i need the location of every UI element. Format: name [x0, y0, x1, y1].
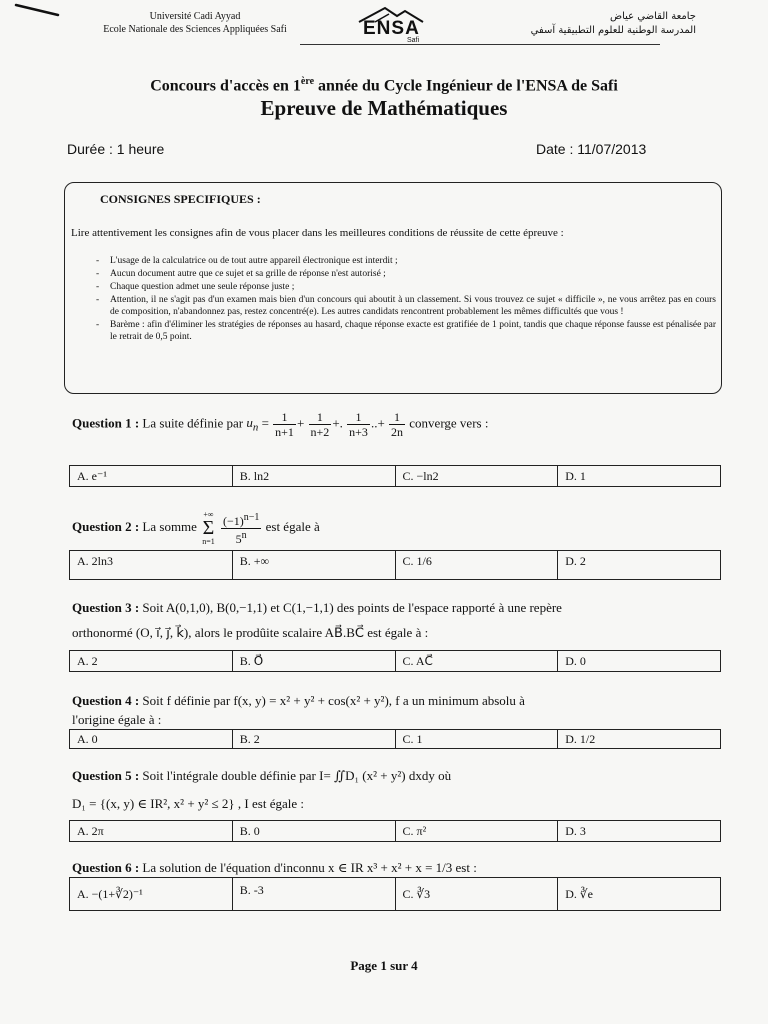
- pen-mark: [14, 2, 60, 18]
- answer-a[interactable]: A. 2: [77, 654, 98, 668]
- arabic-school-name: المدرسة الوطنية للعلوم التطبيقية آسفي: [530, 25, 696, 36]
- arabic-university-name: جامعة القاضي عياض: [609, 11, 696, 22]
- logo-text: ENSA: [363, 18, 420, 39]
- question-5-line-2: D₁ = {(x, y) ∈ IR², x² + y² ≤ 2} , I est égale :: [72, 796, 304, 811]
- answer-d[interactable]: D. ∛e: [557, 878, 720, 910]
- exam-title: Concours d'accès en 1ère année du Cycle Ingénieur de l'ENSA de Safi: [150, 76, 618, 95]
- answer-d[interactable]: D. 0: [557, 651, 720, 671]
- question-3: Question 3 : Soit A(0,1,0), B(0,−1,1) et C(1,−1,1) des points de l'espace rapporté à une repère: [72, 600, 562, 615]
- answer-d[interactable]: D. 3: [557, 821, 720, 841]
- question-3-answers: [69, 650, 721, 672]
- question-5-answers: [69, 820, 721, 842]
- logo-subtext: Safi: [407, 37, 420, 44]
- university-name: Université Cadi Ayyad: [149, 11, 241, 22]
- instruction-item: - Attention, il ne s'agit pas d'un examen mais bien d'un concours qui aboutit à un classement. Si vous trouvez ce sujet « difficile », ne vous arrêtez pas en cours de composition, n'abandonnez pas, restez concentré(e). Les autres candidats rencontrent probablement les mêmes difficultés que vous !: [96, 294, 716, 318]
- answer-c[interactable]: C. π²: [395, 821, 558, 841]
- question-4-answers: [69, 729, 721, 749]
- answer-a[interactable]: A. −(1+∛2)⁻¹: [77, 887, 143, 901]
- question-1: Question 1 : La suite définie par $u_n$ = $\frac{1}{n+1}$ + $\frac{1}{n+2}$ +. $\frac{1}{n+3}$ ..+ $\frac{1}{2n}$ converge vers :: [72, 410, 489, 439]
- question-2-answers: [69, 550, 721, 580]
- answer-d[interactable]: D. 1: [557, 466, 720, 486]
- instruction-item: - L'usage de la calculatrice ou de tout autre appareil électronique est interdit ;: [96, 255, 716, 267]
- arabic-header: [476, 10, 696, 38]
- instructions-heading: CONSIGNES SPECIFIQUES :: [100, 192, 261, 206]
- answer-b[interactable]: B. 0: [232, 821, 395, 841]
- instructions-list: [96, 255, 716, 344]
- answer-c[interactable]: C. −ln2: [395, 466, 558, 486]
- instruction-item: - Aucun document autre que ce sujet et sa grille de réponse n'est autorisé ;: [96, 268, 716, 280]
- answer-d[interactable]: D. 2: [557, 551, 720, 579]
- answer-b[interactable]: B. ln2: [232, 466, 395, 486]
- question-5: Question 5 : Soit l'intégrale double définie par I= ∬D₁ (x² + y²) dxdy où: [72, 768, 452, 783]
- university-header: [70, 10, 320, 36]
- answer-a[interactable]: A. 2ln3: [77, 554, 113, 568]
- answer-c[interactable]: C. 1: [395, 730, 558, 748]
- answer-c[interactable]: C. 1/6: [395, 551, 558, 579]
- answer-d[interactable]: D. 1/2: [557, 730, 720, 748]
- exam-duration: Durée : 1 heure: [67, 141, 165, 157]
- answer-b[interactable]: B. +∞: [232, 551, 395, 579]
- page-number: Page 1 sur 4: [350, 958, 418, 973]
- answer-a[interactable]: A. e⁻¹: [77, 469, 107, 483]
- answer-b[interactable]: B. -3: [232, 878, 395, 910]
- answer-c[interactable]: C. AC⃗: [395, 651, 558, 671]
- question-4-line-2: l'origine égale à :: [72, 712, 162, 727]
- question-6: Question 6 : La solution de l'équation d'inconnu x ∈ IR x³ + x² + x = 1/3 est :: [72, 860, 477, 875]
- instruction-item: - Barème : afin d'éliminer les stratégies de réponses au hasard, chaque réponse exacte est gratifiée de 1 point, tandis que chaque réponse fausse est pénalisée par le retrait de 0,5 point.: [96, 319, 716, 343]
- answer-b[interactable]: B. O⃗: [232, 651, 395, 671]
- answer-a[interactable]: A. 2π: [77, 824, 104, 838]
- answer-a[interactable]: A. 0: [77, 732, 98, 746]
- question-3-line-2: orthonormé (O, i⃗, j⃗, k⃗), alors le prodûite scalaire AB⃗.BC⃗ est égale à :: [72, 625, 429, 640]
- question-4: Question 4 : Soit f définie par f(x, y) = x² + y² + cos(x² + y²), f a un minimum absolu à: [72, 693, 525, 708]
- ensa-logo: [345, 4, 435, 46]
- answer-c[interactable]: C. ∛3: [395, 878, 558, 910]
- exam-subject: Epreuve de Mathématiques: [260, 96, 508, 120]
- instruction-item: - Chaque question admet une seule réponse juste ;: [96, 281, 716, 293]
- instructions-intro: Lire attentivement les consignes afin de vous placer dans les meilleures conditions de réussite de cette épreuve :: [71, 227, 564, 239]
- answer-b[interactable]: B. 2: [232, 730, 395, 748]
- school-name: Ecole Nationale des Sciences Appliquées Safi: [103, 24, 287, 35]
- question-6-answers: [69, 877, 721, 911]
- header-divider: [300, 44, 660, 45]
- exam-date: Date : 11/07/2013: [536, 141, 647, 157]
- question-1-answers: [69, 465, 721, 487]
- question-2: Question 2 : La somme +∞ Σ n=1 $\frac{(-1)^{n-1}}{5^n}$ est égale à: [72, 510, 320, 546]
